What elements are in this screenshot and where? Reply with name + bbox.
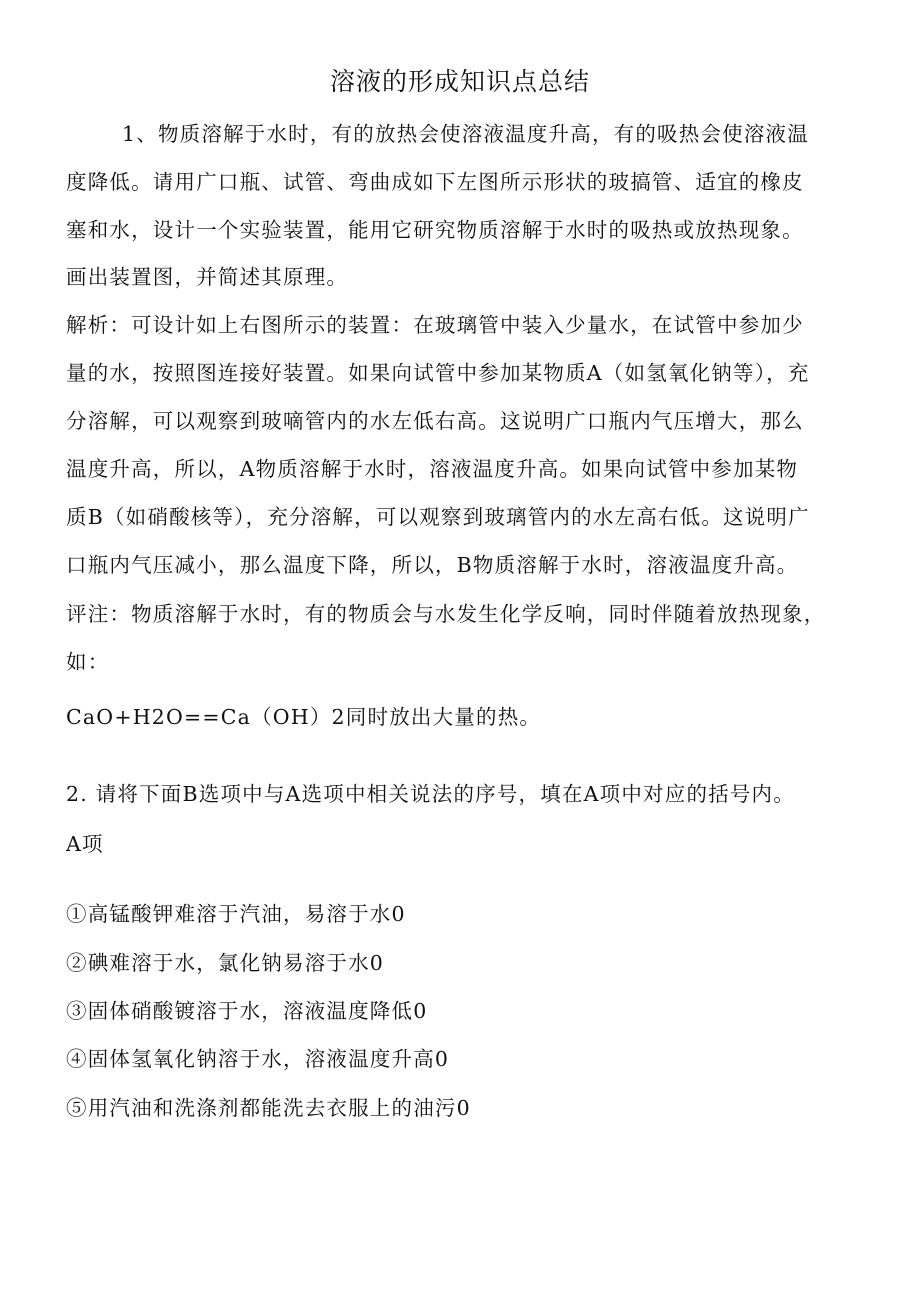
analysis-line-3: 分溶解，可以观察到玻嘀管内的水左低右高。这说明广口瓶内气压增大，那么: [66, 409, 804, 433]
analysis-line-2: 量的水，按照图连接好装置。如果向试管中参加某物质A（如氢氧化钠等），充: [66, 361, 810, 385]
analysis-line-5: 质B（如硝酸核等），充分溶解，可以观察到玻璃管内的水左高右低。这说明广: [66, 505, 810, 529]
q2-item-1: ①高锰酸钾难溶于汽油，易溶于水0: [66, 902, 406, 926]
q2-prompt: 2. 请将下面B选项中与A选项中相关说法的序号，填在A项中对应的括号内。: [66, 782, 795, 806]
q2-item-4: ④固体氢氧化钠溶于水，溶液温度升高0: [66, 1047, 450, 1071]
comment-line-2: 如：: [66, 650, 110, 674]
q2-item-5: ⑤用汽油和洗涤剂都能洗去衣服上的油污0: [66, 1096, 471, 1120]
chemical-equation: CaO+H2O==Ca（OH）2同时放出大量的热。: [66, 705, 542, 729]
q1-line-3: 塞和水，设计一个实验装置，能用它研究物质溶解于水时的吸热或放热现象。: [66, 218, 804, 242]
comment-line-1: 评注：物质溶解于水时，有的物质会与水发生化学反响，同时伴随着放热现象，: [66, 602, 826, 626]
analysis-line-6: 口瓶内气压减小，那么温度下降，所以，B物质溶解于水时，溶液温度升高。: [66, 553, 799, 577]
analysis-line-4: 温度升高，所以，A物质溶解于水时，溶液温度升高。如果向试管中参加某物: [66, 457, 799, 481]
q2-group-label: A项: [66, 832, 104, 856]
q1-line-1: 1、物质溶解于水时，有的放热会使溶液温度升高，有的吸热会使溶液温: [122, 122, 809, 146]
page-title: 溶液的形成知识点总结: [329, 67, 590, 96]
q1-line-2: 度降低。请用广口瓶、试管、弯曲成如下左图所示形状的玻搞管、适宜的橡皮: [66, 170, 804, 194]
q1-line-4: 画出装置图，并简述其原理。: [66, 265, 349, 289]
analysis-line-1: 解析：可设计如上右图所示的装置：在玻璃管中装入少量水，在试管中参加少: [66, 313, 804, 337]
q2-item-2: ②碘难溶于水，氯化钠易溶于水0: [66, 951, 385, 975]
q2-item-3: ③固体硝酸镀溶于水，溶液温度降低0: [66, 999, 428, 1023]
